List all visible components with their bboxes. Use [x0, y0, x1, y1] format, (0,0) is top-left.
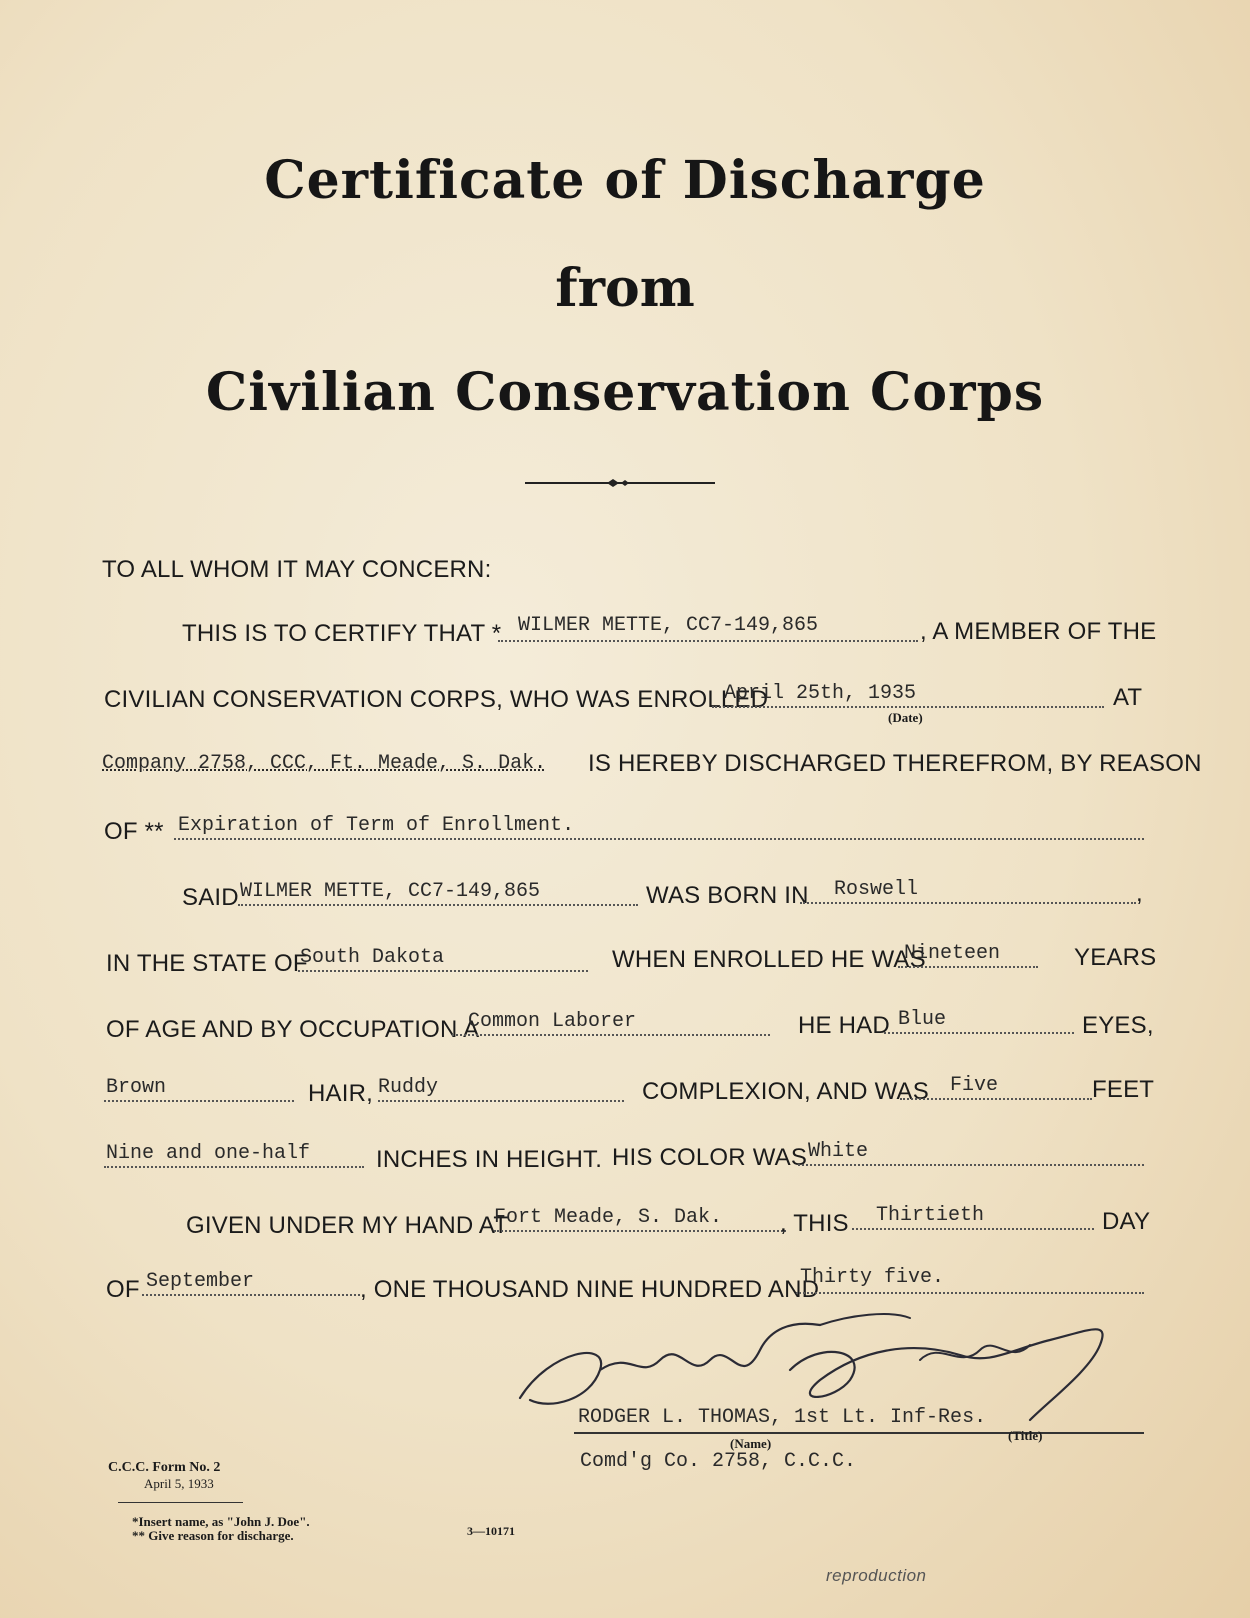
- blank-complexion: [378, 1100, 624, 1102]
- caption-date: (Date): [888, 710, 923, 725]
- footnote-insert-name: *Insert name, as "John J. Doe".: [132, 1514, 310, 1529]
- field-occupation: Common Laborer: [468, 1010, 637, 1033]
- field-place-given: Fort Meade, S. Dak.: [494, 1206, 723, 1229]
- label-when-enrolled: WHEN ENROLLED HE WAS: [612, 946, 926, 973]
- field-day: Thirtieth: [876, 1204, 985, 1227]
- signer-name-title: RODGER L. THOMAS, 1st Lt. Inf-Res.: [578, 1406, 987, 1429]
- label-comma: ,: [1136, 880, 1143, 907]
- label-member-of: , A MEMBER OF THE: [920, 618, 1157, 645]
- field-age: Nineteen: [904, 942, 1001, 965]
- form-number: C.C.C. Form No. 2: [108, 1460, 221, 1475]
- label-of-reason: OF **: [104, 818, 164, 845]
- label-he-had: HE HAD: [798, 1012, 890, 1039]
- blank-name: [498, 640, 918, 642]
- caption-title: (Title): [1008, 1428, 1043, 1443]
- label-state-of: IN THE STATE OF: [106, 950, 308, 977]
- label-enrolled: CIVILIAN CONSERVATION CORPS, WHO WAS ENROLLED: [104, 686, 769, 713]
- label-year-prefix: , ONE THOUSAND NINE HUNDRED AND: [360, 1276, 820, 1303]
- blank-age: [898, 966, 1038, 968]
- field-feet: Five: [950, 1074, 999, 1097]
- command-line: Comd'g Co. 2758, C.C.C.: [580, 1450, 857, 1473]
- blank-enrolled-date: [712, 706, 1104, 708]
- field-reason: Expiration of Term of Enrollment.: [178, 814, 575, 837]
- field-month: September: [146, 1270, 255, 1293]
- blank-feet: [900, 1098, 1092, 1100]
- blank-occupation: [452, 1034, 770, 1036]
- blank-color: [798, 1164, 1144, 1166]
- label-inches: INCHES IN HEIGHT.: [376, 1146, 603, 1173]
- footnote-give-reason: ** Give reason for discharge.: [132, 1528, 294, 1543]
- label-at: AT: [1113, 684, 1143, 711]
- label-certify: THIS IS TO CERTIFY THAT *: [182, 620, 502, 647]
- blank-place-given: [494, 1230, 786, 1232]
- caption-name: (Name): [730, 1436, 772, 1451]
- field-name: WILMER METTE, CC7-149,865: [518, 614, 819, 637]
- reproduction-watermark: reproduction: [826, 1566, 927, 1585]
- field-state: South Dakota: [300, 946, 445, 969]
- title-from: from: [555, 258, 695, 319]
- blank-year: [796, 1292, 1144, 1294]
- blank-inches: [104, 1166, 364, 1168]
- label-color-was: HIS COLOR WAS: [612, 1144, 808, 1171]
- footnote-rule: [118, 1502, 243, 1503]
- label-born-in: WAS BORN IN: [646, 882, 809, 909]
- field-enrolled-date: April 25th, 1935: [724, 682, 917, 705]
- blank-month: [142, 1294, 360, 1296]
- label-discharged: IS HEREBY DISCHARGED THEREFROM, BY REASON: [588, 750, 1202, 777]
- field-complexion: Ruddy: [378, 1076, 439, 1099]
- field-said-name: WILMER METTE, CC7-149,865: [240, 880, 541, 903]
- label-hair: HAIR,: [308, 1080, 374, 1107]
- form-date: April 5, 1933: [144, 1476, 214, 1491]
- blank-state: [298, 970, 588, 972]
- field-inches: Nine and one-half: [106, 1142, 311, 1165]
- field-year: Thirty five.: [800, 1266, 945, 1289]
- label-said: SAID: [182, 884, 239, 911]
- title-certificate-of-discharge: Certificate of Discharge: [264, 150, 986, 211]
- label-this: , THIS: [780, 1210, 849, 1237]
- label-day: DAY: [1102, 1208, 1151, 1235]
- blank-said-name: [238, 904, 638, 906]
- title-civilian-conservation-corps: Civilian Conservation Corps: [205, 362, 1045, 423]
- label-occupation: OF AGE AND BY OCCUPATION A: [106, 1016, 480, 1043]
- field-birthplace: Roswell: [834, 878, 919, 901]
- field-company: Company 2758, CCC, Ft. Meade, S. Dak.: [102, 752, 547, 775]
- label-years: YEARS: [1074, 944, 1157, 971]
- field-eyes: Blue: [898, 1008, 947, 1031]
- label-given: GIVEN UNDER MY HAND AT: [186, 1212, 509, 1239]
- blank-reason: [174, 838, 1144, 840]
- label-eyes: EYES,: [1082, 1012, 1154, 1039]
- field-color: White: [808, 1140, 869, 1163]
- blank-eyes: [884, 1032, 1074, 1034]
- label-feet: FEET: [1092, 1076, 1155, 1103]
- blank-birthplace: [800, 902, 1136, 904]
- ornament-divider: [525, 476, 715, 490]
- print-code: 3—10171: [467, 1524, 515, 1538]
- label-complexion: COMPLEXION, AND WAS: [642, 1078, 929, 1105]
- field-hair: Brown: [106, 1076, 167, 1099]
- salutation: TO ALL WHOM IT MAY CONCERN:: [102, 556, 492, 583]
- blank-day: [852, 1228, 1094, 1230]
- blank-hair: [104, 1100, 294, 1102]
- label-of: OF: [106, 1276, 140, 1303]
- signature-line: [574, 1432, 1144, 1434]
